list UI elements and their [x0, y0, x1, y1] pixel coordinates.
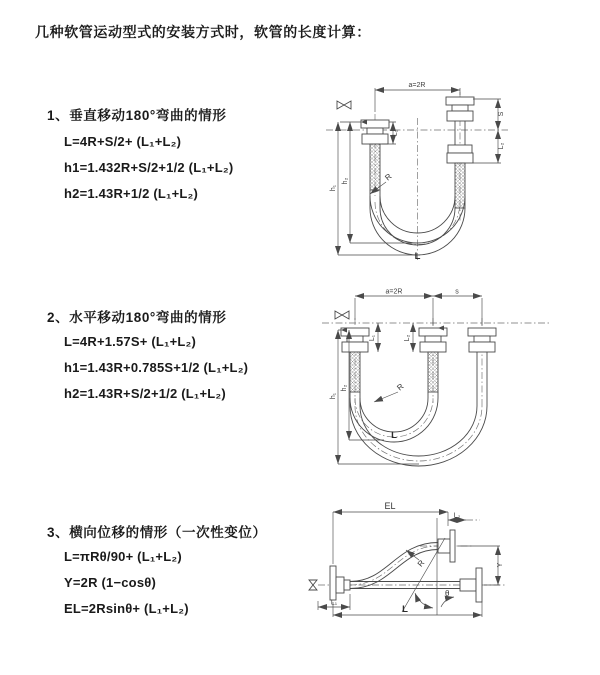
section-1-formula-l: L=4R+S/2+ (L₁+L₂) [64, 134, 182, 149]
section-1-formula-h1: h1=1.432R+S/2+1/2 (L₁+L₂) [64, 160, 234, 175]
braided-hose-section [455, 163, 465, 208]
dim-h1-label: h₁ [330, 184, 337, 192]
dim-l1-label: L₁ [330, 599, 338, 607]
section-3-formula-el: EL=2Rsinθ+ (L₁+L₂) [64, 601, 189, 616]
section-2-formula-h2: h2=1.43R+S/2+1/2 (L₁+L₂) [64, 386, 226, 401]
dim-y-label: Y [497, 562, 504, 568]
diagram-horizontal-180-bend [314, 288, 589, 488]
dim-h1-label: h₁ [330, 392, 337, 400]
radius-label: R [415, 558, 427, 569]
hose-body [350, 352, 487, 466]
dim-l2-label: L₂ [404, 334, 411, 342]
diagram-vertical-180-bend [316, 78, 576, 263]
section-1-formula-h2: h2=1.43R+1/2 (L₁+L₂) [64, 186, 199, 201]
dim-el-label: EL [384, 501, 396, 511]
radius-label: R [395, 381, 406, 393]
dim-s-label: s [455, 288, 459, 296]
section-3-formula-y: Y=2R (1−cosθ) [64, 575, 157, 590]
dim-l2-label: L₂ [498, 142, 505, 150]
section-2-formula-l: L=4R+1.57S+ (L₁+L₂) [64, 334, 197, 349]
centerlines [326, 92, 508, 261]
section-2-heading: 2、水平移动180°弯曲的情形 [47, 310, 227, 325]
dim-l2-label: L₂ [453, 512, 461, 520]
right-fitting [468, 328, 496, 352]
section-1-heading: 1、垂直移动180°弯曲的情形 [47, 108, 227, 123]
braided-hose-section [428, 352, 438, 392]
dim-h2-label: h₂ [342, 177, 349, 185]
dim-l1-label: L₁ [369, 334, 376, 342]
length-label: L [414, 251, 421, 262]
left-flange [330, 566, 350, 600]
braided-hose-section [370, 144, 380, 190]
dim-s-label: S [498, 111, 505, 117]
section-3-formula-l: L=πRθ/90+ (L₁+L₂) [64, 549, 182, 564]
valve-icon [335, 311, 349, 319]
braided-hose-section [350, 352, 360, 392]
dim-h2-label: h₂ [341, 384, 348, 392]
theta-label: θ [445, 589, 450, 598]
length-label: L [402, 604, 408, 615]
left-fitting [341, 328, 369, 392]
left-fitting [361, 120, 389, 190]
page-title: 几种软管运动型式的安装方式时，软管的长度计算： [35, 24, 371, 40]
diagram-lateral-displacement [300, 498, 590, 643]
section-3-heading: 3、横向位移的情形（一次性变位） [47, 525, 267, 540]
dim-a2r-label: a=2R [408, 82, 426, 89]
right-fitting [446, 97, 474, 208]
anchor-icon [309, 580, 317, 590]
middle-fitting [419, 328, 447, 392]
length-label: L [391, 430, 397, 441]
angle-construction [402, 518, 454, 615]
dim-l1-label: L₁ [392, 129, 399, 137]
valve-icon [337, 101, 351, 109]
lower-right-flange [460, 568, 482, 602]
section-2-formula-h1: h1=1.43R+0.785S+1/2 (L₁+L₂) [64, 360, 249, 375]
dim-a2r-label: a=2R [385, 288, 403, 296]
radius-label: R [383, 171, 394, 183]
